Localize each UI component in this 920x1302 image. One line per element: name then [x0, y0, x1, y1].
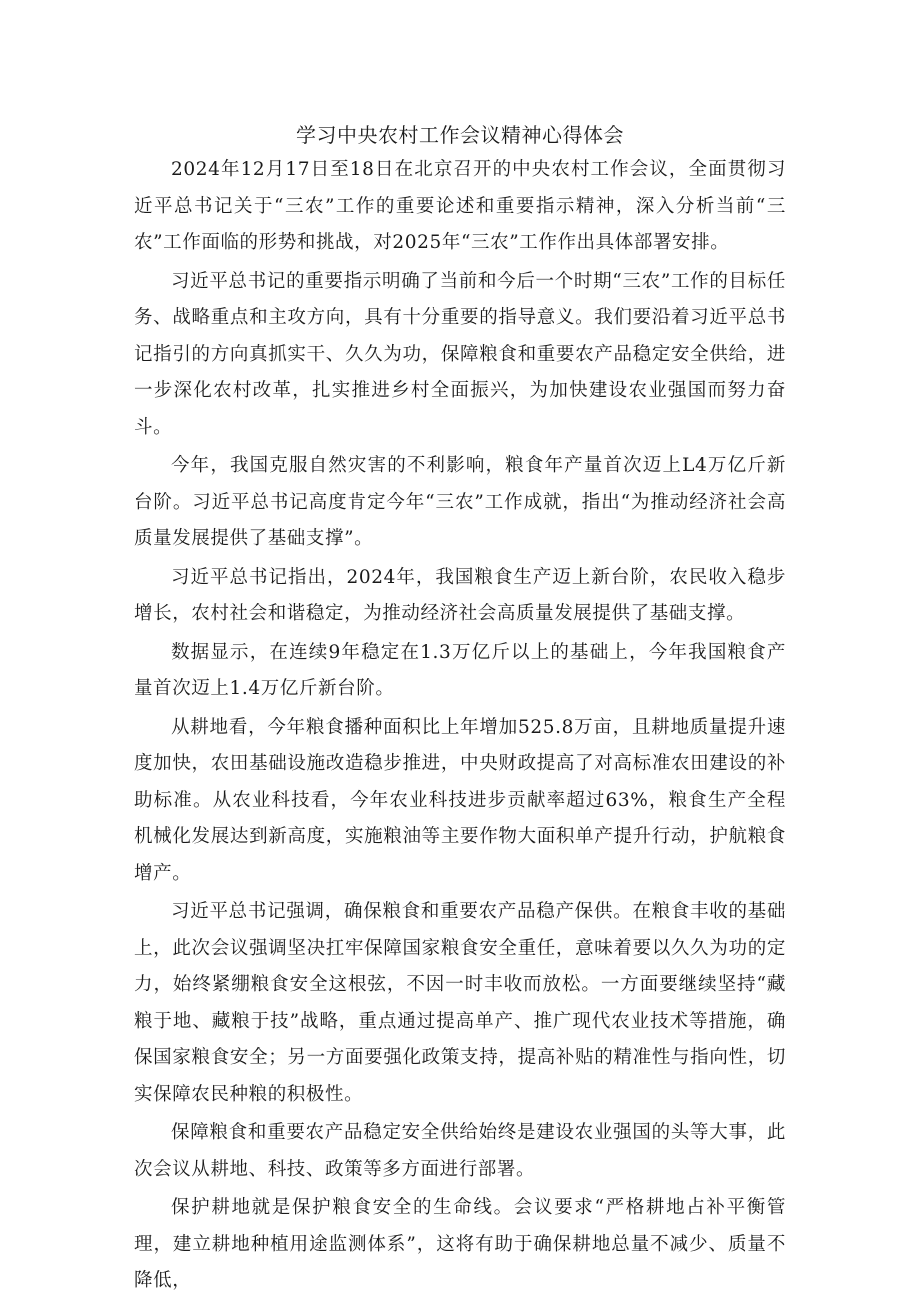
- paragraph: 今年，我国克服自然灾害的不利影响，粮食年产量首次迈上L4万亿斤新台阶。习近平总书记高度肯定今年“三农”工作成就，指出“为推动经济社会高质量发展提供了基础支撑”。: [134, 455, 786, 549]
- paragraph: 数据显示，在连续9年稳定在1.3万亿斤以上的基础上，今年我国粮食产量首次迈上1.4万亿斤新台阶。: [134, 641, 786, 699]
- document-title: 学习中央农村工作会议精神心得体会: [296, 123, 624, 147]
- document-body: [134, 118, 786, 1302]
- paragraph: 从耕地看，今年粮食播种面积比上年增加525.8万亩，且耕地质量提升速度加快，农田基础设施改造稳步推进，中央财政提高了对高标准农田建设的补助标准。从农业科技看，今年农业科技进步贡献率超过63%，粮食生产全程机械化发展达到新高度，实施粮油等主要作物大面积单产提升行动，护航粮食增产。: [134, 716, 786, 884]
- paragraph: 保护耕地就是保护粮食安全的生命线。会议要求“严格耕地占补平衡管理，建立耕地种植用途监测体系”，这将有助于确保耕地总量不减少、质量不降低，: [134, 1197, 786, 1291]
- paragraph: 2024年12月17日至18日在北京召开的中央农村工作会议，全面贯彻习近平总书记关于“三农”工作的重要论述和重要指示精神，深入分析当前“三农”工作面临的形势和挑战，对2025年“三农”工作作出具体部署安排。: [134, 159, 786, 253]
- paragraph: 习近平总书记指出，2024年，我国粮食生产迈上新台阶，农民收入稳步增长，农村社会和谐稳定，为推动经济社会高质量发展提供了基础支撑。: [134, 566, 786, 624]
- paragraph: 习近平总书记强调，确保粮食和重要农产品稳产保供。在粮食丰收的基础上，此次会议强调坚决扛牢保障国家粮食安全重任，意味着要以久久为功的定力，始终紧绷粮食安全这根弦，不因一时丰收而放松。一方面要继续坚持“藏粮于地、藏粮于技”战略，重点通过提高单产、推广现代农业技术等措施，确保国家粮食安全；另一方面要强化政策支持，提高补贴的精准性与指向性，切实保障农民种粮的积极性。: [134, 901, 786, 1105]
- paragraph: 保障粮食和重要农产品稳定安全供给始终是建设农业强国的头等大事，此次会议从耕地、科技、政策等多方面进行部署。: [134, 1122, 786, 1180]
- paragraph: 习近平总书记的重要指示明确了当前和今后一个时期“三农”工作的目标任务、战略重点和主攻方向，具有十分重要的指导意义。我们要沿着习近平总书记指引的方向真抓实干、久久为功，保障粮食和重要农产品稳定安全供给，进一步深化农村改革，扎实推进乡村全面振兴，为加快建设农业强国而努力奋斗。: [134, 270, 786, 438]
